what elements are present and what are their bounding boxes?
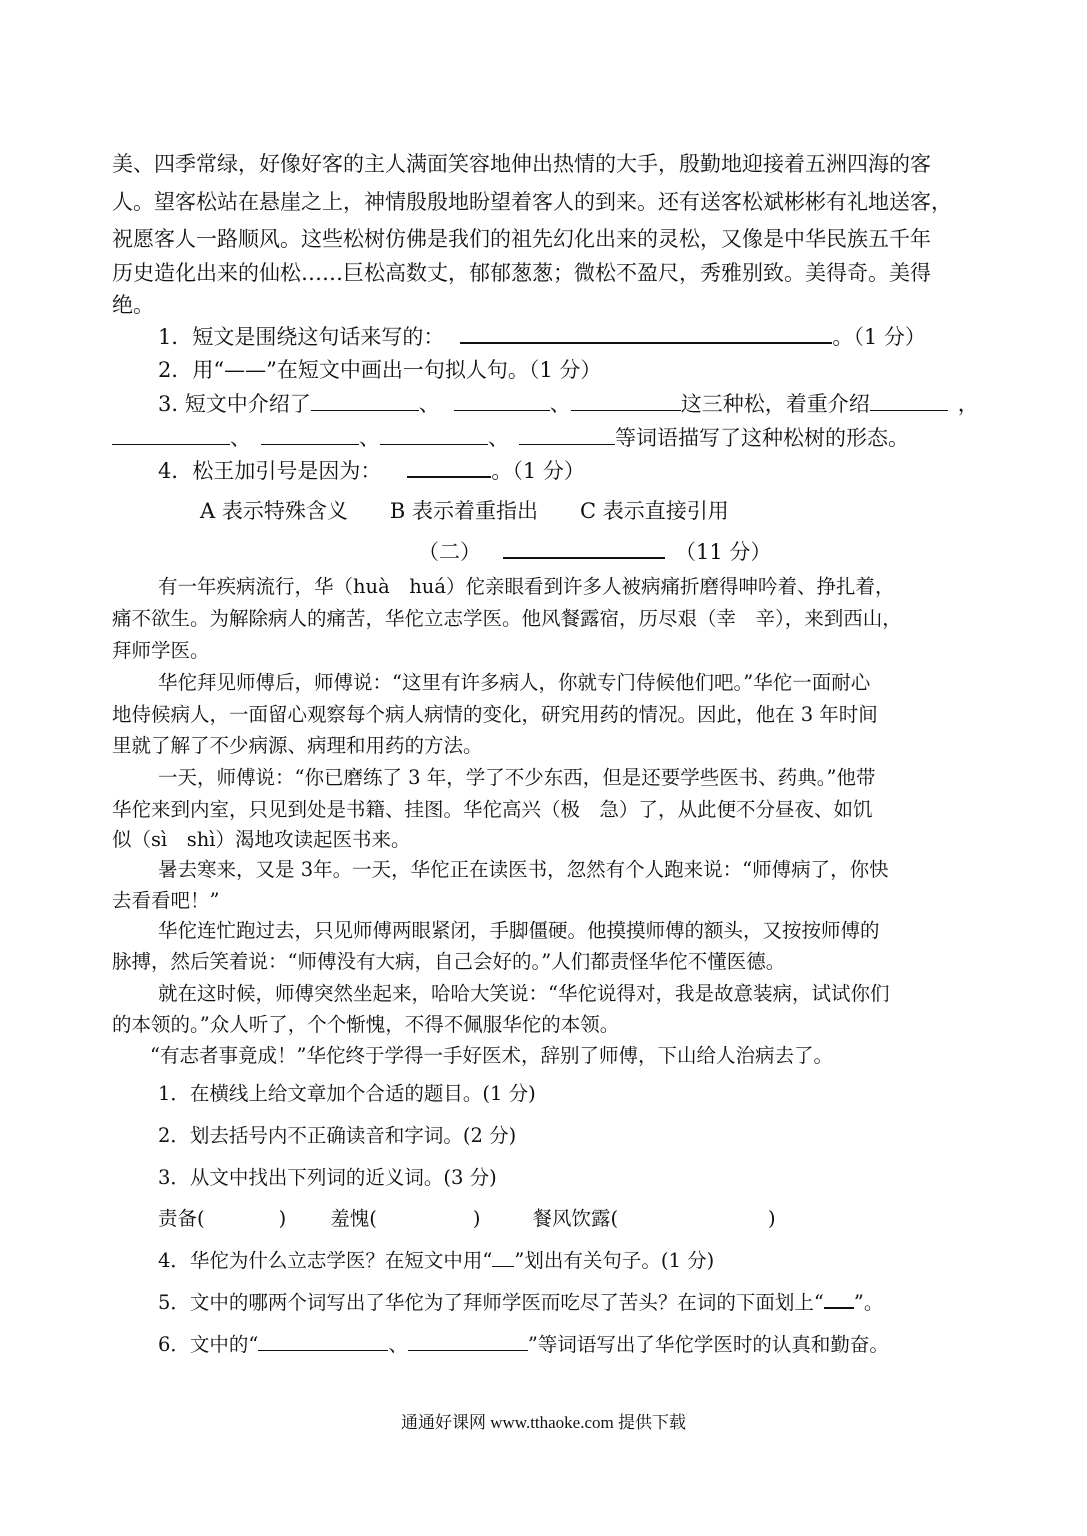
question2-5	[158, 1286, 1028, 1320]
separator: ，	[957, 392, 979, 416]
underline-sample	[824, 1289, 854, 1309]
answer-blank[interactable]	[112, 422, 230, 445]
question-text: ”。	[853, 1291, 884, 1314]
answer-blank[interactable]	[380, 422, 488, 445]
answer-blank[interactable]	[407, 454, 491, 478]
passage2-line: 里就了解了不少病源、病理和用药的方法。	[112, 734, 483, 757]
question2-2: 2．划去括号内不正确读音和字词。(2 分)	[158, 1124, 517, 1147]
question-4	[158, 454, 1028, 488]
question-2: 2．用“——”在短文中画出一句拟人句。（1 分）	[158, 358, 602, 382]
synonym-row	[158, 1202, 1028, 1236]
question2-4	[158, 1244, 1028, 1278]
passage2-line: 一天，师傅说：“你已磨练了 3 年，学了不少东西，但是还要学些医书、药典。”他带	[158, 766, 876, 789]
passage1-line: 人。望客松站在悬崖之上，神情殷殷地盼望着客人的到来。还有送客松斌彬彬有礼地送客，	[112, 190, 952, 214]
paren: )	[768, 1207, 776, 1230]
word-label: 责备(	[158, 1207, 205, 1230]
passage2-line: 华佗来到内室，只见到处是书籍、挂图。华佗高兴（极 急）了，从此便不分昼夜、如饥	[112, 798, 873, 821]
separator: 、	[230, 426, 251, 450]
passage2-line: 痛不欲生。为解除病人的痛苦，华佗立志学医。他风餐露宿，历尽艰（幸 辛），来到西山，	[112, 607, 902, 630]
question-text: 6．文中的“	[158, 1333, 259, 1356]
question-score: 。（1 分）	[491, 459, 585, 483]
passage1-line: 美、四季常绿，好像好客的主人满面笑容地伸出热情的大手，殷勤地迎接着五洲四海的客	[112, 152, 931, 176]
question-text: ”划出有关句子。(1 分)	[514, 1249, 715, 1272]
question2-1: 1．在横线上给文章加个合适的题目。(1 分)	[158, 1082, 536, 1105]
footer-credit: 通通好课网 www.tthaoke.com 提供下载	[400, 1413, 687, 1432]
passage2-line: 有一年疾病流行，华（huà huá）佗亲眼看到许多人被病痛折磨得呻吟着、挣扎着，	[158, 575, 895, 598]
section2-header	[418, 535, 818, 569]
separator: 、	[418, 392, 440, 416]
question-text: 4．松王加引号是因为：	[158, 459, 382, 483]
option-a[interactable]: A 表示特殊含义	[200, 499, 348, 523]
option-c[interactable]: C 表示直接引用	[579, 499, 729, 523]
question-3-continued	[112, 421, 982, 455]
question-text: 这三种松，着重介绍	[680, 392, 870, 416]
question-text: 5．文中的哪两个词写出了华佗为了拜师学医而吃尽了苦头？在词的下面划上“	[158, 1291, 824, 1314]
passage1-line: 祝愿客人一路顺风。这些松树仿佛是我们的祖先幻化出来的灵松，又像是中华民族五千年	[112, 227, 931, 251]
passage2-line: “有志者事竟成！”华佗终于学得一手好医术，辞别了师傅，下山给人治病去了。	[150, 1044, 833, 1067]
answer-blank[interactable]	[460, 320, 832, 344]
question-text: 1．短文是围绕这句话来写的：	[158, 325, 445, 349]
passage1-line: 历史造化出来的仙松……巨松高数丈，郁郁葱葱；微松不盈尺，秀雅别致。美得奇。美得	[112, 261, 931, 285]
question-text: 等词语描写了这种松树的形态。	[615, 426, 909, 450]
answer-blank[interactable]	[519, 422, 615, 445]
passage2-line: 的本领的。”众人听了，个个惭愧，不得不佩服华佗的本领。	[112, 1013, 620, 1036]
section-label: （二）	[418, 540, 481, 564]
passage2-line: 脉搏，然后笑着说：“师傅没有大病，自己会好的。”人们都责怪华佗不懂医德。	[112, 950, 786, 973]
option-b[interactable]: B 表示着重指出	[389, 499, 538, 523]
passage2-line: 似（sì shì）渴地攻读起医书来。	[112, 828, 411, 851]
question-text: 3. 短文中介绍了	[158, 392, 311, 416]
passage2-line: 暑去寒来，又是 3年。一天，华佗正在读医书，忽然有个人跑来说：“师傅病了，你快	[158, 858, 889, 881]
answer-blank[interactable]	[261, 422, 359, 445]
answer-blank[interactable]	[258, 1332, 388, 1351]
passage2-line: 就在这时候，师傅突然坐起来，哈哈大笑说：“华佗说得对，我是故意装病，试试你们	[158, 982, 890, 1005]
section-score: （11 分）	[675, 540, 772, 564]
question-1	[158, 320, 1028, 354]
paren: )	[278, 1207, 287, 1230]
answer-blank[interactable]	[870, 388, 948, 411]
title-blank[interactable]	[503, 535, 665, 559]
question2-6	[158, 1328, 1028, 1362]
underline-sample	[492, 1248, 514, 1267]
answer-blank[interactable]	[408, 1332, 528, 1351]
passage1-line: 绝。	[112, 293, 154, 317]
passage2-line: 华佗连忙跑过去，只见师傅两眼紧闭，手脚僵硬。他摸摸师傅的额头，又按按师傅的	[158, 919, 880, 942]
paren: )	[472, 1207, 481, 1230]
question-score: 。（1 分）	[832, 325, 926, 349]
answer-options	[200, 494, 1070, 528]
answer-blank[interactable]	[454, 388, 550, 411]
question-text: 4．华佗为什么立志学医？在短文中用“	[158, 1249, 493, 1272]
passage2-line: 去看看吧！”	[112, 889, 220, 912]
passage2-line: 地侍候病人，一面留心观察每个病人病情的变化，研究用药的情况。因此，他在 3 年时间	[112, 703, 878, 726]
question-text: ”等词语写出了华佗学医时的认真和勤奋。	[527, 1333, 889, 1356]
answer-blank[interactable]	[571, 388, 681, 411]
passage2-line: 拜师学医。	[112, 639, 210, 662]
separator: 、	[549, 392, 571, 416]
separator: 、	[359, 426, 380, 450]
separator: 、	[488, 426, 509, 450]
word-label: 餐风饮露(	[532, 1207, 619, 1230]
passage2-line: 华佗拜见师傅后，师傅说：“这里有许多病人，你就专门侍候他们吧。”华佗一面耐心	[158, 671, 871, 694]
separator: 、	[388, 1333, 408, 1356]
question-3	[158, 387, 1028, 421]
word-label: 羞愧(	[330, 1207, 377, 1230]
answer-blank[interactable]	[311, 388, 419, 411]
question2-3: 3．从文中找出下列词的近义词。(3 分)	[158, 1166, 497, 1189]
